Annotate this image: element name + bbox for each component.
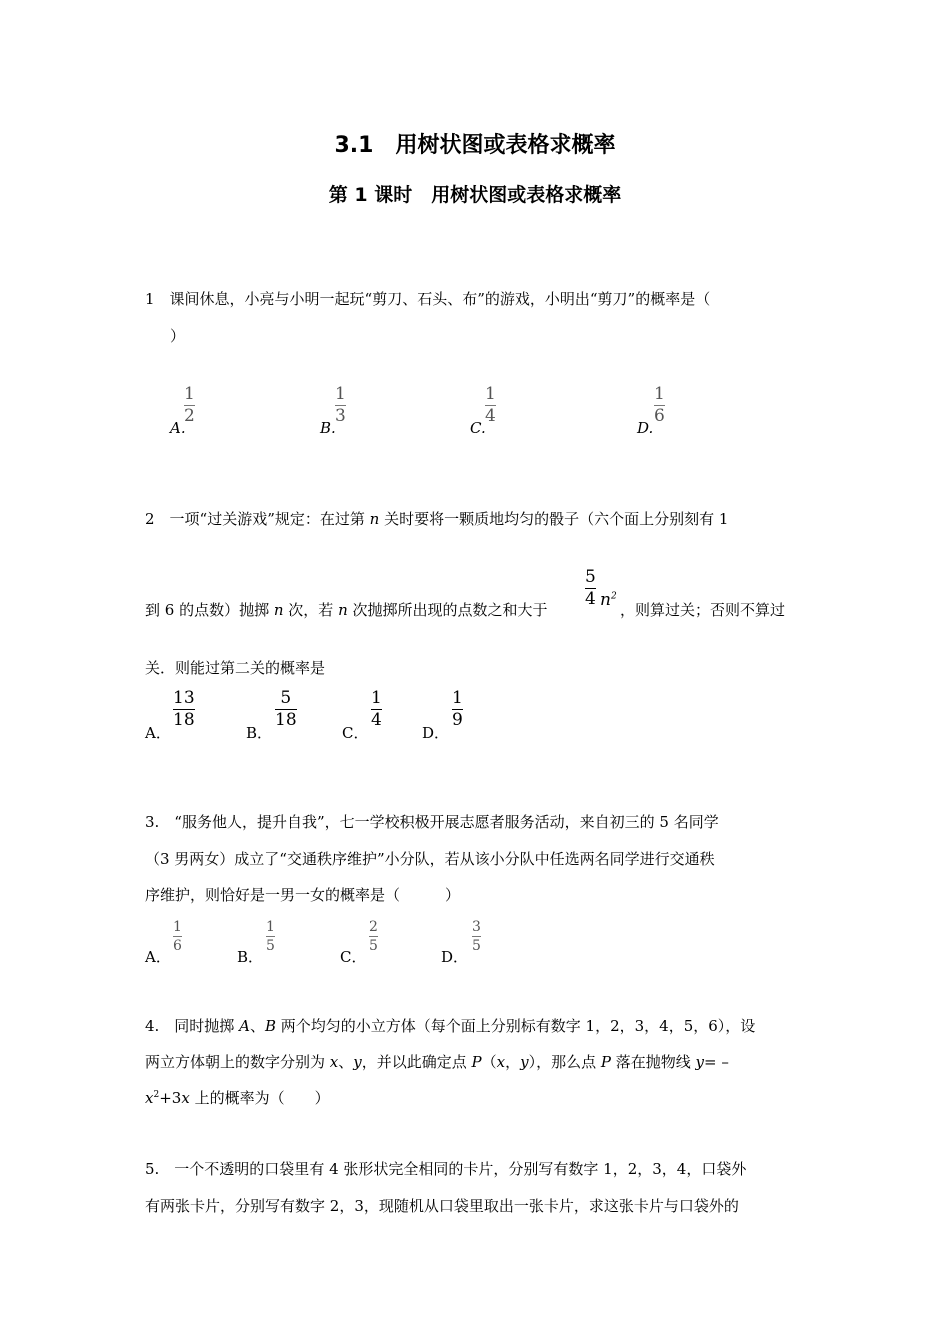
q3-option-c-den: 5 <box>369 938 378 954</box>
q3-option-c-num: 2 <box>369 919 378 935</box>
q1-option-a-den: 2 <box>184 406 195 426</box>
q3-option-a-label: A． <box>145 948 171 966</box>
q3-option-c-label: C． <box>340 948 367 966</box>
fraction-bar <box>369 936 378 937</box>
q1-option-d-fraction <box>654 386 665 425</box>
page-subtitle: 第 1 课时 用树状图或表格求概率 <box>328 184 622 206</box>
q3-option-a-fraction <box>173 920 182 953</box>
q2-option-c-num: 1 <box>371 688 382 708</box>
q3-option-b-num: 1 <box>266 919 275 935</box>
q4-line3: $x^2+3x$ 上的概率为（ ） <box>145 1089 330 1107</box>
q2-option-d-den: 9 <box>452 710 463 730</box>
fraction-bar <box>173 936 182 937</box>
q2-expression-var: $n^2$ <box>600 590 617 610</box>
q3-line3: 序维护，则恰好是一男一女的概率是（ ） <box>145 886 461 904</box>
q2-option-c-fraction <box>371 690 382 729</box>
fraction-bar <box>472 936 481 937</box>
q2-option-b-fraction <box>275 690 297 729</box>
q2-expression-den: 4 <box>585 589 596 609</box>
q4-line2: 两立方体朝上的数字分别为 x、y，并以此确定点 P（x，y），那么点 P 落在抛物线 y= – <box>145 1053 729 1071</box>
q3-option-d-label: D． <box>441 948 469 966</box>
q2-option-a-label: A． <box>145 724 171 742</box>
q2-option-a-fraction <box>173 690 195 729</box>
q3-option-d-fraction <box>472 920 481 953</box>
q3-option-a-den: 6 <box>173 938 182 954</box>
q2-option-d-label: D． <box>422 724 450 742</box>
q1-option-c-fraction <box>485 386 496 425</box>
q5-line1: 5. 一个不透明的口袋里有 4 张形状完全相同的卡片，分别写有数字 1，2，3，4，口袋外 <box>145 1160 747 1178</box>
q2-option-a-den: 18 <box>173 710 195 730</box>
q5-line2: 有两张卡片，分别写有数字 2，3，现随机从口袋里取出一张卡片，求这张卡片与口袋外的 <box>145 1197 739 1215</box>
q1-option-b-den: 3 <box>335 406 346 426</box>
q2-option-b-num: 5 <box>280 688 292 708</box>
q1-line1: 1 课间休息，小亮与小明一起玩“剪刀、石头、布”的游戏，小明出“剪刀”的概率是（ <box>145 290 711 308</box>
q1-line2: ） <box>170 327 186 345</box>
q3-option-b-den: 5 <box>266 938 275 954</box>
q2-option-b-label: B． <box>246 724 273 742</box>
q1-option-a-fraction <box>184 386 195 425</box>
q2-line2-end: ，则算过关；否则不算过 <box>620 601 786 619</box>
q2-option-d-num: 1 <box>452 688 463 708</box>
q1-option-a-label: A. <box>170 419 186 437</box>
q2-option-c-den: 4 <box>371 710 382 730</box>
q3-option-b-label: B． <box>237 948 264 966</box>
q4-line1: 4. 同时抛掷 A、B 两个均匀的小立方体（每个面上分别标有数字 1，2，3，4，5，6），设 <box>145 1017 756 1035</box>
q1-option-d-label: D. <box>637 419 654 437</box>
q1-option-a-num: 1 <box>184 384 195 404</box>
q3-option-b-fraction <box>266 920 275 953</box>
q2-line2: 到 6 的点数）抛掷 n 次，若 n 次抛掷所出现的点数之和大于 <box>145 601 548 619</box>
q2-option-d-fraction <box>452 690 463 729</box>
q2-line3: 关．则能过第二关的概率是 <box>145 659 326 677</box>
q3-option-c-fraction <box>369 920 378 953</box>
q3-option-a-num: 1 <box>173 919 182 935</box>
q2-option-a-num: 13 <box>173 688 195 708</box>
fraction-bar <box>266 936 275 937</box>
page-title: 3.1 用树状图或表格求概率 <box>334 133 616 158</box>
q3-line1: 3. “服务他人，提升自我”，七一学校积极开展志愿者服务活动，来自初三的 5 名同学 <box>145 813 719 831</box>
q1-option-c-num: 1 <box>485 384 496 404</box>
q1-option-c-den: 4 <box>485 406 496 426</box>
q1-option-b-label: B. <box>320 419 336 437</box>
q2-expression-fraction <box>585 569 596 608</box>
q1-option-b-num: 1 <box>335 384 346 404</box>
q3-option-d-den: 5 <box>472 938 481 954</box>
q3-line2: （3 男两女）成立了“交通秩序维护”小分队，若从该小分队中任选两名同学进行交通秩 <box>145 850 715 868</box>
q2-expression-num: 5 <box>585 567 596 587</box>
q3-option-d-num: 3 <box>472 919 481 935</box>
q2-option-b-den: 18 <box>275 710 297 730</box>
q1-option-c-label: C. <box>470 419 486 437</box>
q1-option-d-den: 6 <box>654 406 665 426</box>
q1-option-d-num: 1 <box>654 384 665 404</box>
q2-option-c-label: C． <box>342 724 369 742</box>
q1-option-b-fraction <box>335 386 346 425</box>
q2-line1: 2 一项“过关游戏”规定：在过第 n 关时要将一颗质地均匀的骰子（六个面上分别刻有 1 <box>145 510 729 528</box>
